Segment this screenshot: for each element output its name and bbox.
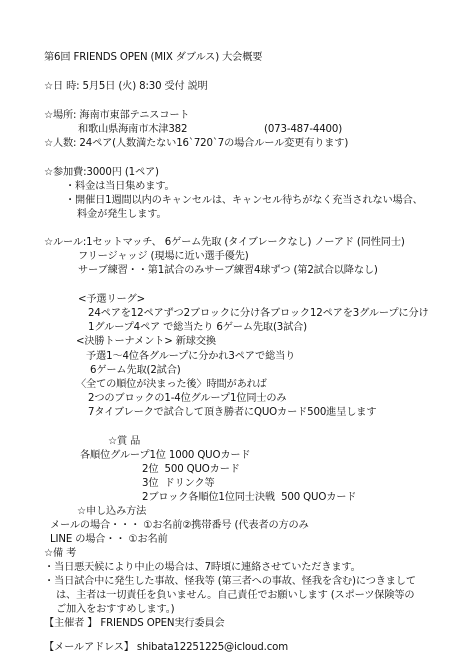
finals-line: 6ゲーム先取(2試合) xyxy=(90,365,181,376)
prize-item: 各順位グループ1位 1000 QUOカード xyxy=(80,450,251,461)
remark-item: ・当日試合中に発生した事故、怪我等 (第三者への事故、怪我を含む)につきまして xyxy=(44,576,416,587)
remark-item: ご加入をおすすめします。) xyxy=(56,604,175,615)
finals-line: 〈全ての順位が決まった後〉時間があれば xyxy=(76,379,267,390)
organizer-line: 【主催者 】 FRIENDS OPEN実行委員会 xyxy=(44,618,225,629)
rules-label: ☆ルール:1セットマッチ、 6ゲーム先取 (タイブレークなし) ノーアド (同性同士) xyxy=(44,237,405,248)
venue-label: ☆場所: 海南市東部テニスコート xyxy=(44,110,190,121)
finals-line: 7タイブレークで試合して頂き勝者にQUOカード500進呈します xyxy=(88,407,377,418)
remark-item: ・当日悪天候により中止の場合は、7時頃に連絡させていただきます。 xyxy=(44,562,361,573)
prelim-heading: <予選リーグ> xyxy=(78,294,145,305)
remark-item: は、主者は一切責任を負いません。自己責任でお願いします (スポーツ保険等の xyxy=(56,590,415,601)
finals-heading: <決勝トーナメント> 新球交換 xyxy=(76,336,216,347)
participants-line: ☆人数: 24ペア(人数満たない16ˋ720ˋ7の場合ルール変更有ります) xyxy=(44,138,349,149)
fee-note: 料金が発生します。 xyxy=(77,209,167,220)
remarks-heading: ☆備 考 xyxy=(44,548,77,559)
prize-item: 2位 500 QUOカード xyxy=(142,464,240,475)
application-heading: ☆申し込み方法 xyxy=(77,506,147,517)
rules-judge: フリージャッジ (現場に近い選手優先) xyxy=(78,251,249,262)
fee-label: ☆参加費:3000円 (1ペア) xyxy=(44,167,159,178)
contact-email[interactable]: 【メールアドレス】 shibata12251225@icloud.com xyxy=(44,642,289,653)
finals-line: 2つのブロックの1-4位グループ1位同士のみ xyxy=(88,393,287,404)
prize-item: 2ブロック各順位1位同士決戦 500 QUOカード xyxy=(142,492,357,503)
venue-phone: (073-487-4400) xyxy=(264,124,343,135)
prizes-heading: ☆賞 品 xyxy=(108,436,141,447)
date-line: ☆日 時: 5月5日 (火) 8:30 受付 説明 xyxy=(44,81,208,92)
prize-item: 3位 ドリンク等 xyxy=(142,478,215,489)
application-line: LINE の場合・・ ①お名前 xyxy=(50,534,168,545)
fee-note: ・開催日1週間以内のキャンセルは、キャンセル待ちがなく充当されない場合、 xyxy=(65,195,423,206)
prelim-line: 1グループ4ペア で総当たり 6ゲーム先取(3試合) xyxy=(88,322,308,333)
finals-line: 予選1〜4位各グループに分かれ3ペアで総当り xyxy=(86,351,296,362)
application-mail: メールの場合・・・ ①お名前②携帯番号 (代表者の方のみ xyxy=(50,520,309,531)
prelim-line: 24ペアを12ペアずつ2ブロックに分け各ブロック12ペアを3グループに分け xyxy=(88,308,429,319)
document-title: 第6回 FRIENDS OPEN (MIX ダブルス) 大会概要 xyxy=(44,52,263,63)
venue-address: 和歌山県海南市木津382 xyxy=(78,124,188,135)
fee-note: ・料金は当日集めます。 xyxy=(65,181,175,192)
rules-warmup: サーブ練習・・第1試合のみサーブ練習4球ずつ (第2試合以降なし) xyxy=(78,265,378,276)
